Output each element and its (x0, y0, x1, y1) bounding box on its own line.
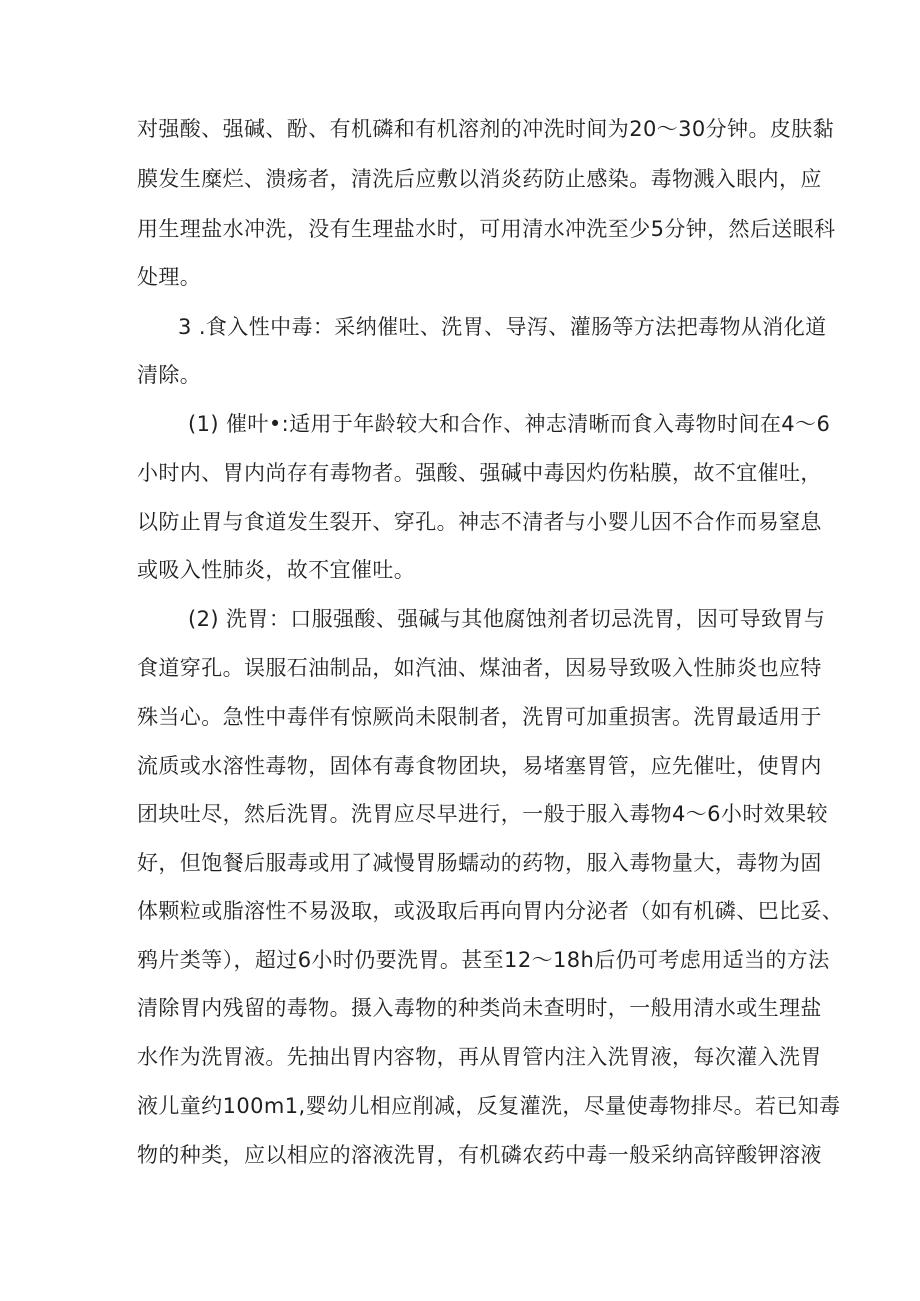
text-line: 食道穿孔。误服石油制品，如汽油、煤油者，因易导致吸入性肺炎也应特 (137, 656, 822, 680)
text-line: 小时内、胃内尚存有毒物者。强酸、强碱中毒因灼伤粘膜，故不宜催吐， (137, 461, 822, 485)
text-line: 清除胃内残留的毒物。摄入毒物的种类尚未查明时，一般用清水或生理盐 (137, 996, 822, 1020)
text-line: 殊当心。急性中毒伴有惊厥尚未限制者，洗胃可加重损害。洗胃最适用于 (137, 705, 822, 729)
list-item-line: (1) 催叶•:适用于年龄较大和合作、神志清晰而食入毒物时间在4〜6 (188, 412, 831, 436)
text-line: 水作为洗胃液。先抽出胃内容物，再从胃管内注入洗胃液，每次灌入洗胃 (137, 1045, 822, 1069)
text-line: 物的种类，应以相应的溶液洗胃，有机磷农药中毒一般采纳高锌酸钾溶液 (137, 1143, 822, 1167)
text-line: 对强酸、强碱、酚、有机磷和有机溶剂的冲洗时间为20〜30分钟。皮肤黏 (137, 117, 835, 141)
text-line: 好，但饱餐后服毒或用了减慢胃肠蠕动的药物，服入毒物量大，毒物为固 (137, 851, 822, 875)
text-line: 液儿童约100m1,婴幼儿相应削减，反复灌洗，尽量使毒物排尽。若已知毒 (137, 1094, 841, 1118)
text-line: 以防止胃与食道发生裂开、穿孔。神志不清者与小婴儿因不合作而易窒息 (137, 510, 822, 534)
text-line: 用生理盐水冲洗，没有生理盐水时，可用清水冲洗至少5分钟，然后送眼科 (137, 217, 836, 241)
text-line: 处理。 (137, 265, 202, 289)
text-line: 清除。 (137, 363, 202, 387)
text-line: 膜发生糜烂、溃疡者，清洗后应敷以消炎药防止感染。毒物溅入眼内，应 (137, 167, 822, 191)
text-line: 流质或水溶性毒物，固体有毒食物团块，易堵塞胃管，应先催吐，使胃内 (137, 754, 822, 778)
list-item-line: (2) 洗胃：口服强酸、强碱与其他腐蚀剂者切忌洗胃，因可导致胃与 (188, 607, 826, 631)
text-line: 体颗粒或脂溶性不易汲取，或汲取后再向胃内分泌者（如有机磷、巴比妥、 (137, 899, 844, 923)
section-heading-line: 3 .食入性中毒：采纳催吐、洗胃、导泻、灌肠等方法把毒物从消化道 (178, 315, 827, 339)
text-line: 或吸入性肺炎，故不宜催吐。 (137, 558, 416, 582)
text-line: 团块吐尽，然后洗胃。洗胃应尽早进行，一般于服入毒物4〜6小时效果较 (137, 802, 828, 826)
text-line: 鸦片类等），超过6小时仍要洗胃。甚至12〜18h后仍可考虑用适当的方法 (137, 948, 830, 972)
